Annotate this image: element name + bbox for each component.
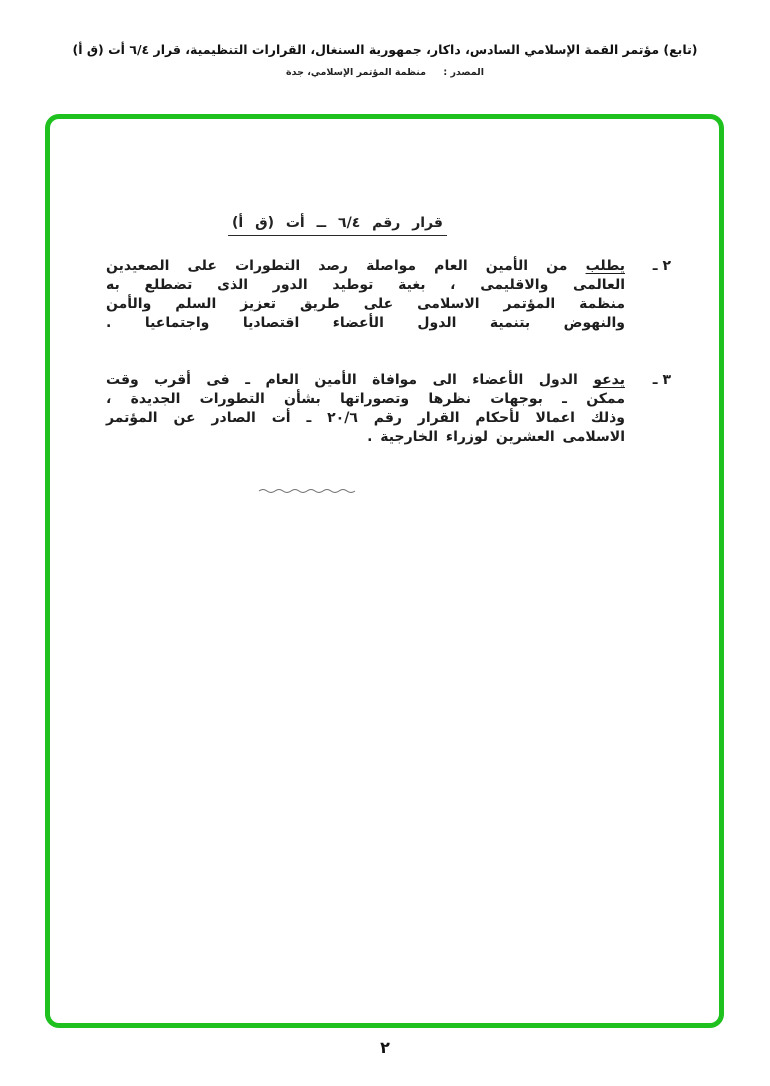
resolution-title: قرار رقم ٦/٤ ــ أت (ق أ) [228, 215, 447, 236]
paragraph-3-line-4: الاسلامى العشرين لوزراء الخارجية . [367, 429, 625, 445]
paragraph-3-body [106, 371, 625, 447]
paragraph-3-line-2: ممكن ـ بوجهات نظرها وتصوراتها بشأن التطورات الجديدة ، [106, 391, 625, 407]
source-value: منظمة المؤتمر الإسلامي، جدة [286, 67, 427, 78]
paragraph-3-number: ٣ ـ [652, 372, 671, 388]
paragraph-3 [106, 371, 671, 447]
paragraph-2-body [106, 257, 625, 333]
squiggle-divider [258, 487, 358, 495]
paragraph-3-line-1: يدعو الدول الأعضاء الى موافاة الأمين العام ـ فى أقرب وقت [106, 372, 625, 388]
header-title: (تابع) مؤتمر القمة الإسلامي السادس، داكار، جمهورية السنغال، القرارات التنظيمية، قرار ٦/٤ أت (ق أ) [72, 42, 698, 57]
paragraph-2-lead-word: يطلب [585, 258, 626, 274]
paragraph-2 [106, 257, 671, 333]
header-source [0, 67, 770, 78]
paragraph-2-line-4: والنهوض بتنمية الدول الأعضاء اقتصاديا واجتماعيا . [106, 315, 625, 331]
paragraph-2-line-2: العالمى والاقليمى ، بغية توطيد الدور الذى تضطلع به [106, 277, 625, 293]
paragraph-3-lead-word: يدعو [593, 372, 625, 388]
source-label: المصدر : [443, 67, 484, 78]
page-number: ٢ [380, 1038, 390, 1057]
page-header [0, 42, 770, 78]
paragraph-2-line-3: منظمة المؤتمر الاسلامى على طريق تعزيز السلم والأمن [106, 296, 625, 312]
scan-frame [45, 114, 724, 1028]
paragraph-2-number: ٢ ـ [652, 258, 671, 274]
paragraph-2-line-1: يطلب من الأمين العام مواصلة رصد التطورات على الصعيدين [106, 258, 626, 274]
paragraph-3-line-3: وذلك اعمالا لأحكام القرار رقم ٢٠/٦ ـ أت الصادر عن المؤتمر [106, 410, 625, 426]
